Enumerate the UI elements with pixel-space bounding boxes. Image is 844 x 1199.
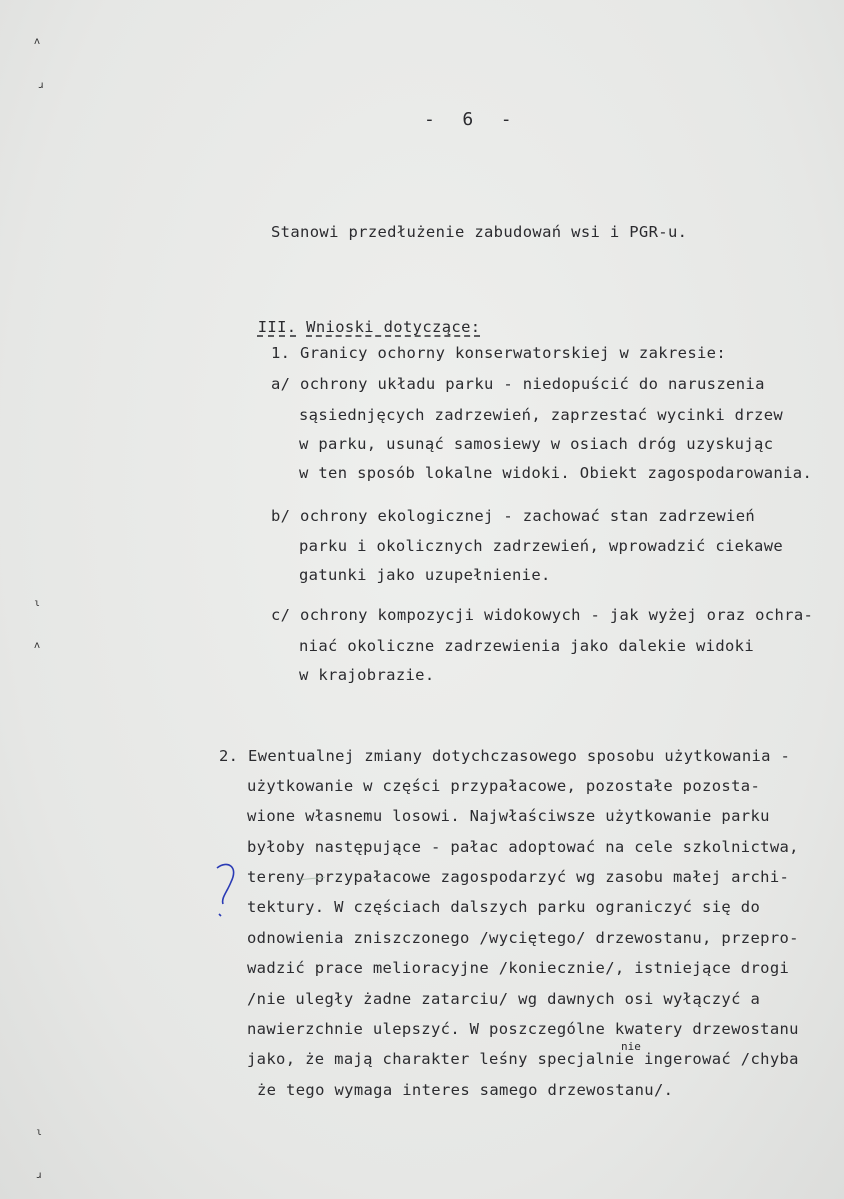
point1-line: 1. Granicy ochorny konserwatorskiej w zakresie:	[271, 344, 727, 362]
section-title: Wnioski dotyczące:	[306, 317, 481, 336]
margin-mark: ɹ	[36, 1170, 43, 1181]
point2-line: byłoby następujące - pałac adoptować na cele szkolnictwa,	[247, 838, 799, 856]
point1-line: w krajobrazie.	[299, 666, 435, 684]
margin-mark: ɩ	[34, 598, 41, 609]
point2-line: że tego wymaga interes samego drzewostanu/.	[257, 1081, 674, 1099]
point1-line: w parku, usunąć samosiewy w osiach dróg uzyskując	[299, 435, 774, 453]
point1-line: b/ ochrony ekologicznej - zachować stan zadrzewień	[271, 507, 756, 525]
margin-mark: ʌ	[34, 36, 41, 47]
point2-line: odnowienia zniszczonego /wyciętego/ drzewostanu, przepro-	[247, 929, 799, 947]
point1-line: parku i okolicznych zadrzewień, wprowadzić ciekawe	[299, 537, 784, 555]
section-number: III.	[257, 317, 297, 336]
point2-line: użytkowanie w części przypałacowe, pozostałe pozosta-	[247, 777, 761, 795]
inserted-word: nie	[621, 1040, 641, 1053]
point1-line: c/ ochrony kompozycji widokowych - jak wyżej oraz ochra-	[271, 606, 814, 624]
point2-line: wione własnemu losowi. Najwłaściwsze użytkowanie parku	[247, 807, 770, 825]
point1-line: niać okoliczne zadrzewienia jako dalekie widoki	[299, 637, 755, 655]
point2-line: nawierzchnie ulepszyć. W poszczególne kwatery drzewostanu	[247, 1020, 799, 1038]
point1-line: gatunki jako uzupełnienie.	[299, 566, 551, 584]
margin-mark: ɹ	[38, 80, 45, 91]
page-number: - 6 -	[424, 109, 512, 130]
point1-line: w ten sposób lokalne widoki. Obiekt zagospodarowania.	[299, 464, 813, 482]
point2-line: jako, że mają charakter leśny specjalnie ingerować /chyba	[247, 1050, 799, 1068]
margin-mark: ʌ	[34, 640, 41, 651]
point2-line: tektury. W częściach dalszych parku ograniczyć się do	[247, 898, 761, 916]
margin-mark: ɩ	[36, 1127, 43, 1138]
point2-line: /nie uległy żadne zatarciu/ wg dawnych osi wyłączyć a	[247, 990, 761, 1008]
point1-line: sąsiednjęcych zadrzewień, zaprzestać wycinki drzew	[299, 406, 784, 424]
continuation-line: Stanowi przedłużenie zabudowań wsi i PGR-u.	[271, 223, 688, 241]
point2-line: 2. Ewentualnej zmiany dotychczasowego sposobu użytkowania -	[219, 747, 791, 765]
point2-line: tereny przypałacowe zagospodarzyć wg zasobu małej archi-	[247, 868, 790, 886]
point1-line: a/ ochrony układu parku - niedopuścić do naruszenia	[271, 375, 765, 393]
handwritten-annotation	[205, 858, 325, 928]
point2-line: wadzić prace melioracyjne /koniecznie/, istniejące drogi	[247, 959, 790, 977]
